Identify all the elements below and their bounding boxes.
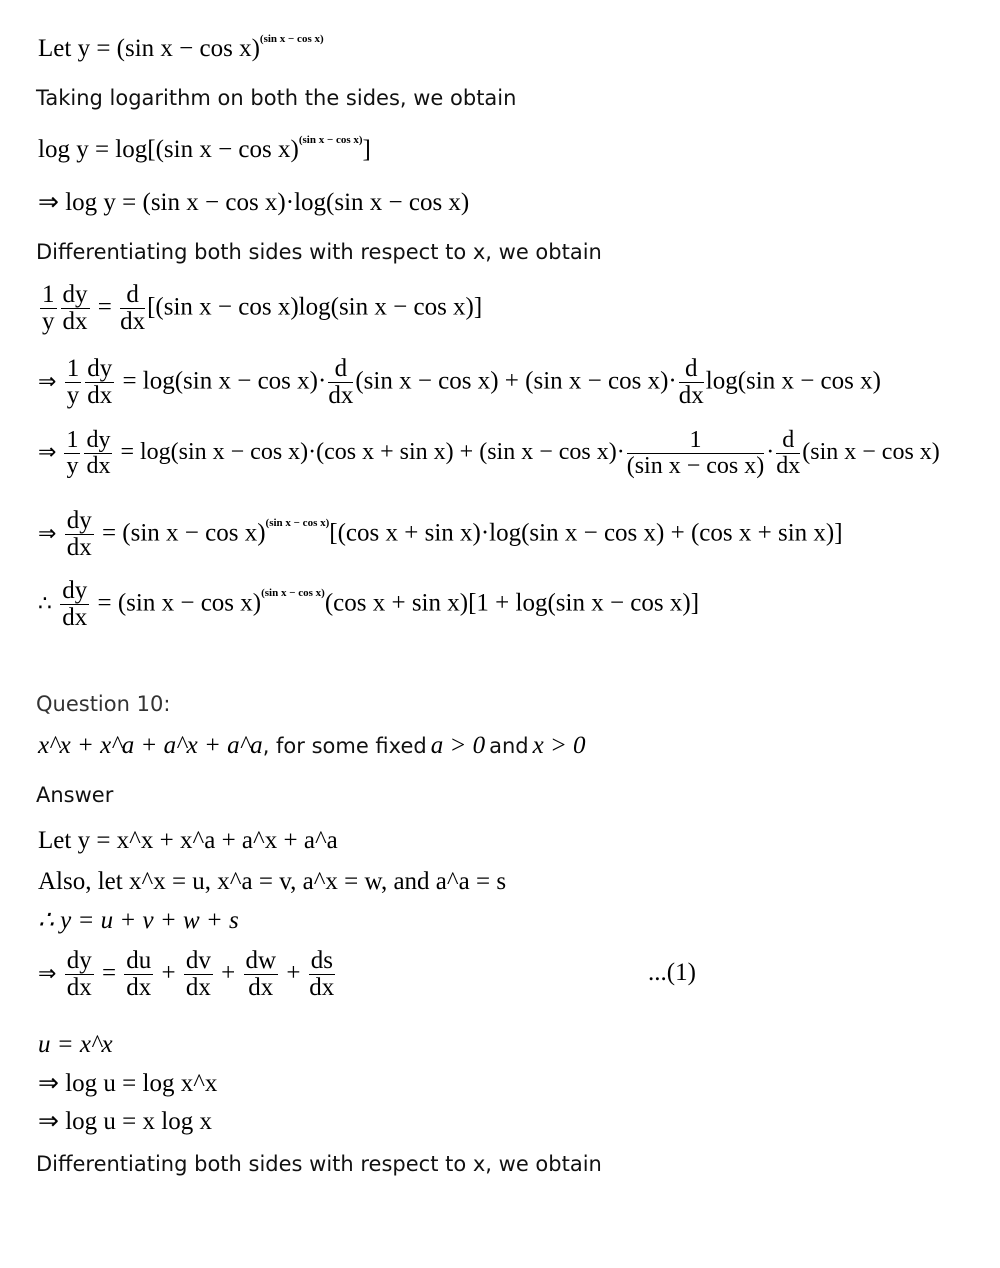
implies-symbol: ⇒ [38,521,57,547]
derivative-line-3: ⇒ $\frac{1}{y}$ $\frac{dy}{dx}$ = log(sin x − cos x)·(cos x + sin x) + (sin x − cos x)· $\frac{1}{\text{(sin x − cos x)}}$ · $\frac{d}{dx}$ (sin x − cos x) [38,427,940,480]
question-10-heading: Question 10: [36,692,171,716]
q10-and: and [489,734,529,758]
d4-exponent: (sin x − cos x) [265,517,330,530]
equation-label-1: ...(1) [648,959,696,986]
implies-symbol: ⇒ [38,440,57,466]
derivative-line-4: ⇒ $\frac{dy}{dx}$ = (sin x − cos x)$^{(sin x - cos x)}$[(cos x + sin x)·log(sin x − cos x) + (cos x + sin x)] [38,507,843,562]
q10-cond-a: a > 0 [430,732,486,759]
d1-rhs: [(sin x − cos x)log(sin x − cos x)] [147,293,483,321]
d2-part-a: = log(sin x − cos x)· [122,367,327,395]
q10-also-line: Also, let x^x = u, x^a = v, a^x = w, and a^a = s [38,868,507,895]
implies-symbol: ⇒ [38,961,57,987]
q10-u-line: u = x^x [38,1031,113,1058]
d3-part-c: (sin x − cos x) [802,439,940,466]
d5-part-a: = (sin x − cos x) [97,589,262,617]
taking-log-text: Taking logarithm on both the sides, we obtain [36,86,517,110]
d5-exponent: (sin x − cos x) [261,587,325,600]
d3-part-a: = log(sin x − cos x)·(cos x + sin x) + (sin x − cos x)· [120,439,625,466]
fraction-d-dx: $\frac{d}{dx}$ [120,281,146,336]
q10-let-line: Let y = x^x + x^a + a^x + a^a [38,827,338,854]
d2-part-b: (sin x − cos x) + (sin x − cos x)· [355,367,677,395]
q10-log-u-1: ⇒ log u = log x^x [38,1070,218,1097]
log-eq1-bracket: ] [362,136,371,163]
derivative-line-2: ⇒ $\frac{1}{y}$ $\frac{dy}{dx}$ = log(sin x − cos x)· $\frac{d}{dx}$ (sin x − cos x) + (sin x − cos x)· $\frac{d}{dx}$ log(sin x − cos x) [38,355,881,410]
derivative-line-5: ∴ $\frac{dy}{dx}$ = (sin x − cos x)$^{(sin x - cos x)}$(cos x + sin x)[1 + log(sin x − cos x)] [38,577,700,632]
let-y-exponent: (sin x − cos x) [259,33,324,45]
d4-part-a: = (sin x − cos x) [101,519,266,547]
log-equation-1 [38,134,371,163]
derivative-line-1: $\frac{1}{y}$ $\frac{dy}{dx}$ = $\frac{d}{dx}$ [(sin x − cos x)log(sin x − cos x)] [42,281,483,336]
q10-cond-x: x > 0 [532,732,586,759]
q10-log-u-2: ⇒ log u = x log x [38,1108,212,1135]
differentiating-text-1: Differentiating both sides with respect to x, we obtain [36,240,602,264]
d2-part-c: log(sin x − cos x) [705,367,881,395]
fraction-dy-dx: $\frac{dy}{dx}$ [62,281,88,336]
fraction-1-over-y: $\frac{1}{y}$ [42,281,55,336]
q10-sum-line: ∴ y = u + v + w + s [38,907,239,934]
log-eq1-exponent: (sin x − cos x) [298,134,363,146]
implies-symbol: ⇒ [38,369,57,395]
let-y-text: Let y = (sin x − cos x) [38,35,260,62]
fraction-1-over-sinx-cosx: $\frac{1}{\text{(sin x − cos x)}}$ [626,427,765,480]
q10-expression: x^x + x^a + a^x + a^a [38,732,263,759]
question-10-statement [38,733,586,758]
let-y-equation [38,33,324,62]
q10-derivative-sum: ⇒ $\frac{dy}{dx}$ = $\frac{du}{dx}$ + $\frac{dv}{dx}$ + $\frac{dw}{dx}$ + $\frac{ds}{dx}$ [38,947,335,1002]
answer-label: Answer [36,783,114,807]
differentiating-text-2: Differentiating both sides with respect to x, we obtain [36,1152,602,1176]
log-eq1-text: log y = log[(sin x − cos x) [38,136,299,163]
q10-fixed-text: , for some fixed [262,734,427,758]
log-equation-2: ⇒ log y = (sin x − cos x)·log(sin x − cos x) [38,189,470,216]
d4-part-b: [(cos x + sin x)·log(sin x − cos x) + (cos x + sin x)] [329,519,843,547]
therefore-symbol: ∴ [38,591,52,617]
d5-part-b: (cos x + sin x)[1 + log(sin x − cos x)] [324,589,700,617]
